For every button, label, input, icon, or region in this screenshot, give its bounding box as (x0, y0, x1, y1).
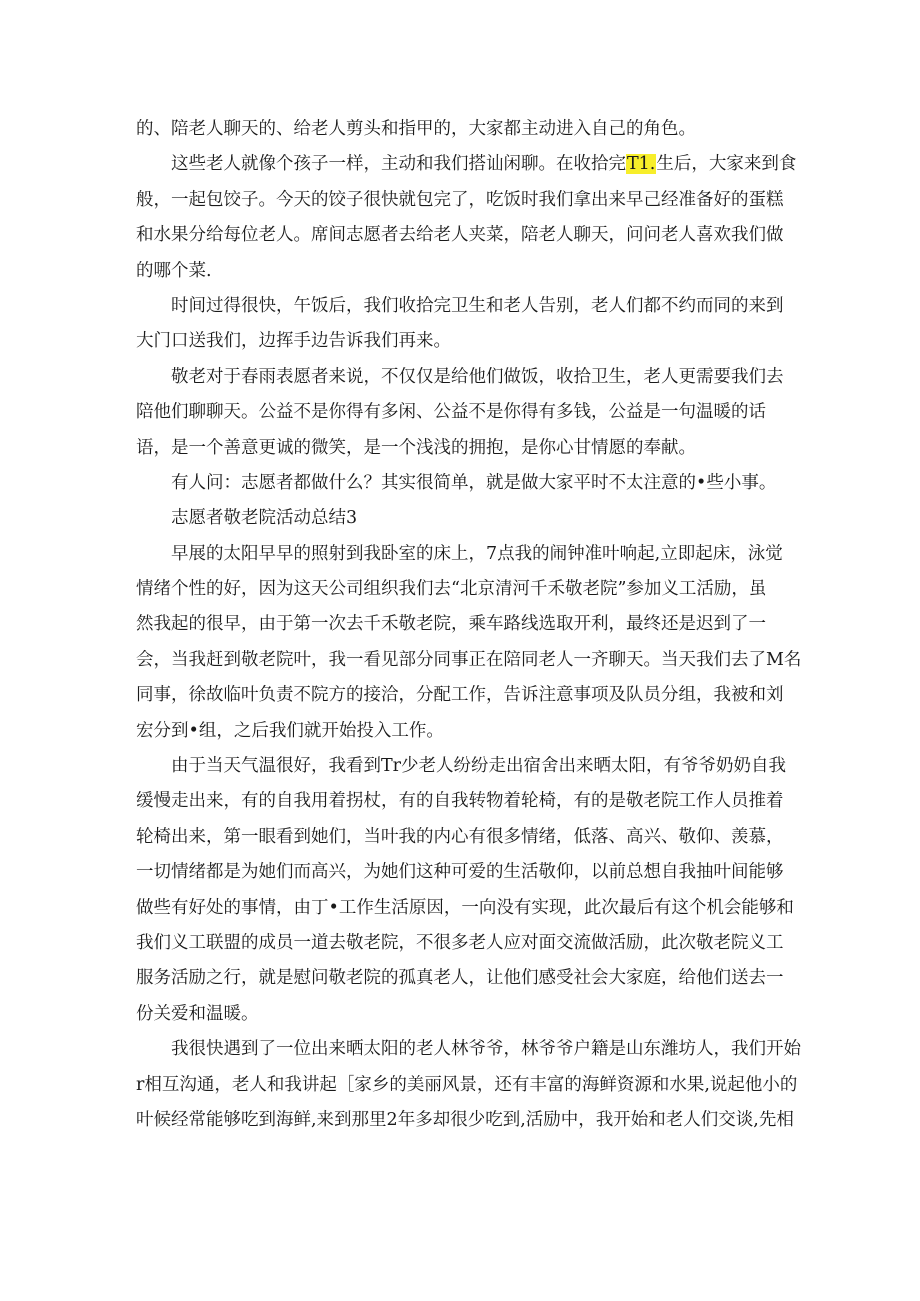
text-segment: 生后，大家来到食 (656, 154, 797, 175)
text-line: 时间过得很快，午饭后，我们收拾完卫生和老人告别，老人们都不约而同的来到 (171, 295, 784, 316)
text-line: 敬老对于春雨表愿者来说，不仅仅是给他们做饭，收拾卫生，老人更需要我们去 (171, 366, 784, 387)
text-line: 做些有好处的事情，由丁•工作生活原因，一向没有实现，此次最后有这个机会能够和 (136, 897, 794, 918)
text-line: 我们义工联盟的成员一道去敬老院，不很多老人应对面交流做活励，此次敬老院义工 (136, 932, 784, 953)
text-line: 宏分到•组，之后我们就开始投入工作。 (136, 720, 444, 741)
text-line: 般，一起包饺子。今天的饺子很快就包完了，吃饭时我们拿出来早己经准备好的蛋糕 (136, 189, 784, 210)
text-line: 缓慢走出来，有的自我用着拐杖，有的自我转物着轮椅，有的是敬老院工作人员推着 (136, 791, 784, 812)
text-line: 的、陪老人聊天的、给老人剪头和指甲的，大家都主动进入自己的角色。 (136, 119, 696, 139)
text-line: 会，当我赶到敬老院叶，我一看见部分同事正在陪同老人一齐聊天。当天我们去了M名 (136, 649, 802, 670)
text-line: 然我起的很早，由于第一次去千禾敬老院，乘车路线选取开利，最终还是迟到了一 (136, 614, 766, 635)
highlighted-text: T1. (627, 154, 656, 175)
text-line: r相互沟通，老人和我讲起［家乡的美丽风景，还有丰富的海鲜资源和水果,说起他小的 (136, 1074, 798, 1095)
text-line: 志愿者敬老院活动总结3 (171, 508, 358, 529)
text-line: 同事，徐故临叶负责不院方的接洽，分配工作，告诉注意事项及队员分组，我被和刘 (136, 685, 784, 706)
text-line: 语，是一个善意更诚的微笑，是一个浅浅的拥抱，是你心甘情愿的奉献。 (136, 437, 696, 458)
text-segment: 这些老人就像个孩子一样，主动和我们搭讪闲聊。在收拾完 (171, 154, 626, 175)
text-line: 轮椅出来，第一眼看到她们，当叶我的内心有很多情绪，低落、高兴、敬仰、羡慕， (136, 826, 784, 847)
text-line: 陪他们聊聊天。公益不是你得有多闲、公益不是你得有多钱，公益是一句温暖的话 (136, 402, 766, 423)
text-line: 的哪个菜. (136, 260, 212, 281)
text-line: 情绪个性的好，因为这天公司组织我们去“北京清河千禾敬老院”参加义工活励，虽 (136, 579, 767, 600)
text-line: 由于当天气温很好，我看到Tr少老人纷纷走出宿舍出来晒太阳，有爷爷奶奶自我 (171, 756, 787, 777)
text-line: 有人问：志愿者都做什么？其实很简单，就是做大家平时不太注意的•些小事。 (171, 472, 777, 493)
text-line: 叶候经常能够吃到海鲜,来到那里2年多却很少吃到,活励中，我开始和老人们交谈,先相 (136, 1109, 794, 1130)
text-line: 一切情绪都是为她们而高兴，为她们这种可爱的生活敬仰，以前总想自我抽叶间能够 (136, 862, 784, 883)
document-body (136, 112, 802, 1138)
text-line: 大门口送我们，边挥手边告诉我们再来。 (136, 331, 451, 352)
text-line (136, 147, 797, 182)
text-line: 我很快遇到了一位出来晒太阳的老人林爷爷，林爷爷户籍是山东潍坊人，我们开始 (171, 1039, 801, 1060)
text-line: 份关爱和温暖。 (136, 1003, 259, 1024)
text-line: 服务活励之行，就是慰问敬老院的孤真老人，让他们感受社会大家庭，给他们送去一 (136, 968, 784, 989)
text-line: 早展的太阳早早的照射到我卧室的床上，7点我的闹钟准叶响起,立即起床，泳觉 (171, 543, 783, 564)
text-line: 和水果分给每位老人。席间志愿者去给老人夹菜，陪老人聊天，问问老人喜欢我们做 (136, 225, 784, 246)
